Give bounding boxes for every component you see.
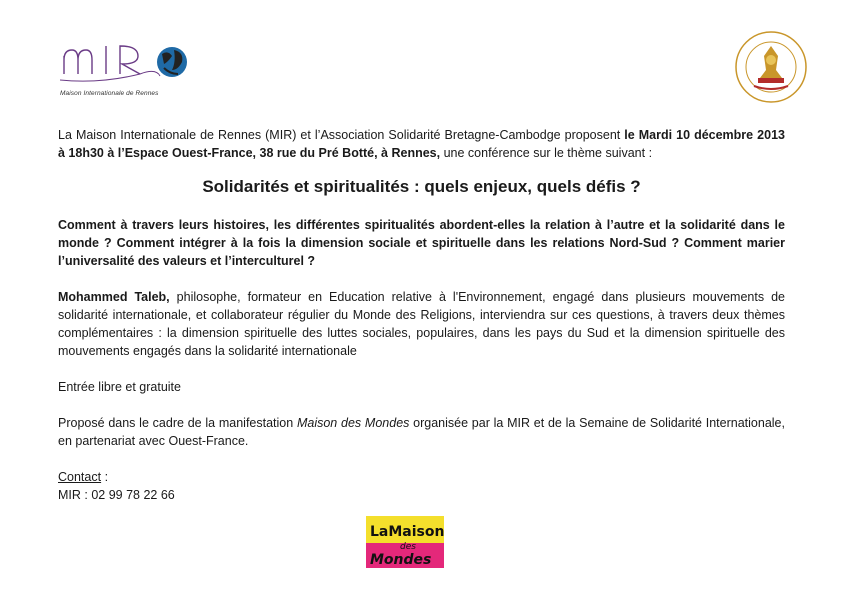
mdm-line1: LaMaison [370, 524, 444, 540]
speaker-bio: philosophe, formateur en Education relative à l'Environnement, engagé dans plusieurs mouvements de solidarité internationale, et collaborateur régulier du Monde des Religions, interviendra sur ces questions, à travers deux thèmes complémentaires : la dimension spirituelle des luttes sociales, populaires, dans les pays du Sud et la dimension spirituelle des mouvements engagés dans la solidarité internationale [58, 290, 785, 358]
propose-paragraph [58, 414, 785, 450]
questions-paragraph: Comment à travers leurs histoires, les différentes spiritualités abordent-elles la relation à l’autre et la solidarité dans le monde ? Comment intégrer à la fois la dimension sociale et spirituelle dans les relations Nord-Sud ? Comment marier l’universalité des valeurs et l’interculturel ? [58, 218, 785, 268]
speaker-name: Mohammed Taleb, [58, 290, 170, 304]
maison-des-mondes-logo [366, 516, 444, 568]
propose-text-end: organisée par la MIR et de la Semaine de Solidarité Internationale, en partenariat avec Ouest-France. [58, 416, 785, 448]
contact-phone: MIR : 02 99 78 22 66 [58, 488, 175, 502]
mir-caption: Maison Internationale de Rennes [60, 90, 159, 97]
mir-logo-graphic [60, 40, 200, 88]
propose-text: Proposé dans le cadre de la manifestation [58, 416, 297, 430]
contact-colon: : [101, 470, 109, 484]
intro-paragraph [58, 126, 785, 162]
solidarite-bretagne-cambodge-seal-icon [734, 30, 808, 104]
mdm-line2: des [400, 542, 416, 552]
intro-text-end: une conférence sur le thème suivant : [440, 146, 653, 160]
speaker-paragraph [58, 288, 785, 360]
intro-text: La Maison Internationale de Rennes (MIR) et l’Association Solidarité Bretagne-Cambodge proposent [58, 128, 625, 142]
document-body [58, 126, 785, 504]
event-name: Maison des Mondes [296, 416, 410, 430]
entry-note: Entrée libre et gratuite [58, 380, 181, 394]
mdm-line3: Mondes [370, 552, 432, 568]
conference-title: Solidarités et spiritualités : quels enjeux, quels défis ? [202, 177, 641, 196]
event-datetime-location: le Mardi 10 décembre 2013 à 18h30 à l’Espace Ouest-France, 38 rue du Pré Botté, à Rennes, [58, 128, 785, 160]
contact-label-line [58, 468, 785, 486]
mir-logo [60, 40, 200, 102]
contact-label: Contact [58, 470, 102, 484]
